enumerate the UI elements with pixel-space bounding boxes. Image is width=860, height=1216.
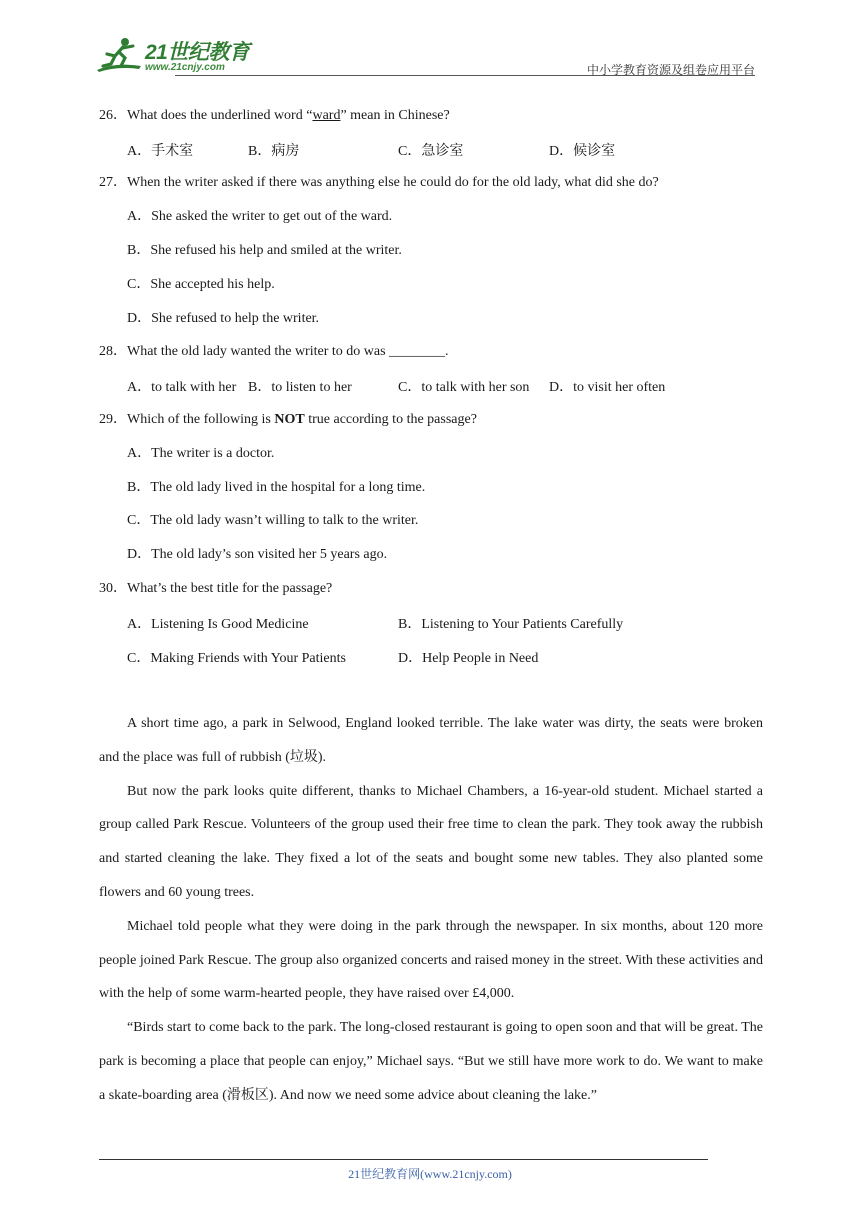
q29-option-d[interactable]: D．The old lady’s son visited her 5 years ago. (127, 547, 388, 562)
q26-option-b[interactable]: B．病房 (248, 144, 300, 159)
footer-link[interactable]: 21世纪教育网(www.21cnjy.com) (348, 1167, 512, 1181)
question-28-stem: 28．What the old lady wanted the writer to do was ________. (99, 344, 449, 359)
q27-option-d[interactable]: D．She refused to help the writer. (127, 311, 320, 326)
q27-option-a[interactable]: A．She asked the writer to get out of the ward. (127, 209, 393, 224)
q28-option-c[interactable]: C．to talk with her son (398, 380, 530, 395)
q30-option-b[interactable]: B．Listening to Your Patients Carefully (398, 617, 624, 632)
passage-paragraph-2: But now the park looks quite different, thanks to Michael Chambers, a 16-year-old student. Michael started a group called Park Rescue. Volunteers of the group used their free time to clean the park. They took away the rubbish and started cleaning the lake. They fixed a lot of the seats and bought some new tables. They also planted some flowers and 60 young trees. (99, 783, 763, 900)
reading-passage (99, 707, 763, 1113)
q29-option-b[interactable]: B．The old lady lived in the hospital for a long time. (127, 480, 426, 495)
q26-option-c[interactable]: C．急诊室 (398, 144, 464, 159)
passage-paragraph-3: Michael told people what they were doing in the park through the newspaper. In six months, about 120 more people joined Park Rescue. The group also organized concerts and raised money in the street. With these activities and with the help of some warm-hearted people, they have raised over £4,000. (99, 918, 763, 1002)
passage-paragraph-1: A short time ago, a park in Selwood, England looked terrible. The lake water was dirty, the seats were broken and the place was full of rubbish (垃圾). (99, 716, 763, 765)
q30-option-c[interactable]: C．Making Friends with Your Patients (127, 651, 346, 666)
q30-option-a[interactable]: A．Listening Is Good Medicine (127, 617, 309, 632)
stem-text: 29．Which of the following is (99, 412, 275, 427)
page-header (95, 30, 755, 78)
q29-option-c[interactable]: C．The old lady wasn’t willing to talk to the writer. (127, 513, 419, 528)
stem-text: 26．What does the underlined word “ (99, 108, 313, 123)
header-platform-name: 中小学教育资源及组卷应用平台 (586, 63, 755, 77)
question-27-stem: 27．When the writer asked if there was anything else he could do for the old lady, what did she do? (99, 175, 659, 190)
logo-title: 21世纪教育 (145, 41, 250, 64)
q28-option-b[interactable]: B．to listen to her (248, 380, 352, 395)
q28-option-a[interactable]: A．to talk with her (127, 380, 237, 395)
q27-option-b[interactable]: B．She refused his help and smiled at the writer. (127, 243, 402, 258)
stem-text: ” mean in Chinese? (340, 108, 450, 123)
footer-divider (99, 1159, 708, 1160)
header-divider (175, 75, 755, 76)
q28-option-d[interactable]: D．to visit her often (549, 380, 666, 395)
runner-logo-icon (95, 36, 143, 76)
question-29-stem (99, 410, 477, 430)
q29-option-a[interactable]: A．The writer is a doctor. (127, 446, 275, 461)
site-logo[interactable] (95, 36, 265, 76)
question-30-stem: 30．What’s the best title for the passage? (99, 581, 333, 596)
logo-url: www.21cnjy.com (145, 62, 225, 73)
bold-keyword: NOT (274, 412, 305, 427)
question-26-stem (99, 106, 450, 126)
q26-option-d[interactable]: D．候诊室 (549, 144, 616, 159)
q27-option-c[interactable]: C．She accepted his help. (127, 277, 275, 292)
stem-text: true according to the passage? (304, 412, 477, 427)
q26-option-a[interactable]: A．手术室 (127, 144, 194, 159)
q30-option-d[interactable]: D．Help People in Need (398, 651, 539, 666)
passage-paragraph-4: “Birds start to come back to the park. The long-closed restaurant is going to open soon and that will be great. The park is becoming a place that people can enjoy,” Michael says. “But we still have more work to do. We want to make a skate-boarding area (滑板区). And now we need some advice about cleaning the lake.” (99, 1020, 763, 1103)
underlined-word: ward (312, 108, 341, 123)
